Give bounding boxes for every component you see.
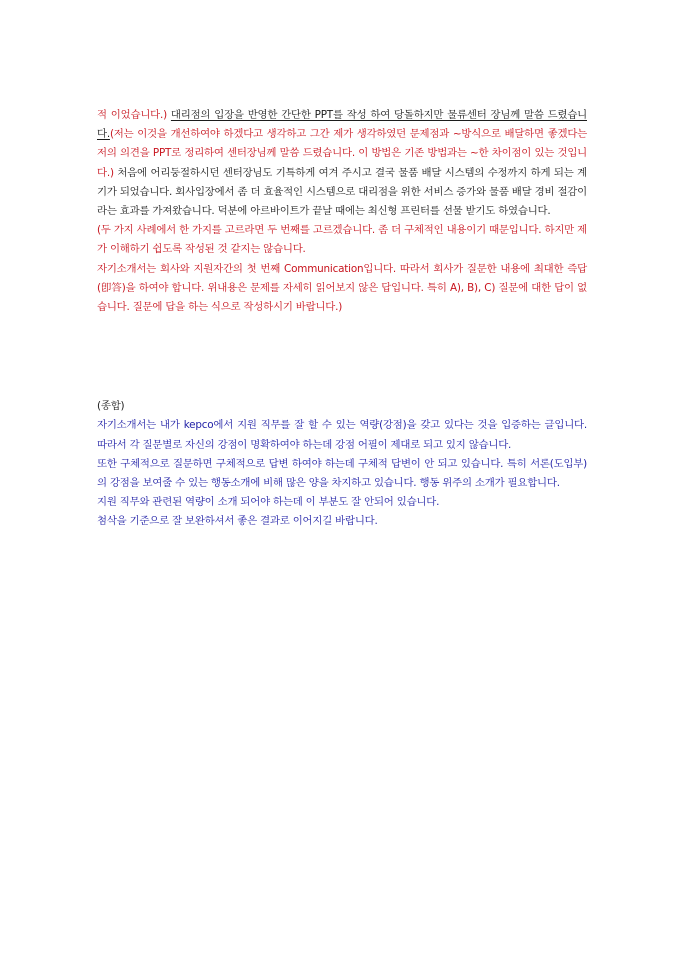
feedback-paragraph-1: [97, 106, 587, 221]
document-page: [97, 106, 587, 532]
inline-comment-intro: 적 이었습니다.): [97, 109, 171, 121]
feedback-comment-choice: (두 가지 사례에서 한 가지를 고르라면 두 번째를 고르겠습니다. 좀 더 구체적인 내용이기 때문입니다. 하지만 제가 이해하기 쉽도록 작성된 것 같지는 않습니다.: [97, 224, 587, 256]
summary-paragraph: 자기소개서는 내가 kepco에서 지원 직무를 잘 할 수 있는 역량(강점)을 갖고 있다는 것을 입증하는 글입니다. 따라서 각 질문별로 자신의 강점이 명확하여야 하는데 강점 어필이 제대로 되고 있지 않습니다.: [97, 419, 587, 451]
original-text: 처음에 어리둥절하시던 센터장님도 기특하게 여겨 주시고 결국 물품 배달 시스템의 수정까지 하게 되는 계기가 되었습니다. 회사입장에서 좀 더 효율적인 시스템으로 대리점을 위한 서비스 증가와 물품 배달 경비 절감이라는 효과를 가져왔습니다. 덕분에 아르바이트가 끝날 때에는 최신형 프린터를 선물 받기도 하였습니다.: [97, 166, 587, 218]
summary-paragraph: 또한 구체적으로 질문하면 구체적으로 답변 하여야 하는데 구체적 답변이 안 되고 있습니다. 특히 서론(도입부)의 강점을 보여줄 수 있는 행동소개에 비해 많은 양을 차지하고 있습니다. 행동 위주의 소개가 필요합니다.: [97, 457, 587, 490]
summary-paragraph: 지원 직무와 관련된 역량이 소개 되어야 하는데 이 부분도 잘 안되어 있습니다.: [97, 496, 440, 509]
underlined-original-text: 대리점의 입장을 반영한 간단한 PPT를 작성 하여 당돌하지만 물류센터 장님께 말씀 드렸습니다.: [97, 109, 587, 141]
section-spacer: [97, 317, 587, 397]
inline-comment-revision: (저는 이것을 개선하여야 하겠다고 생각하고 그간 제가 생각하였던 문제점과 ~방식으로 배달하면 좋겠다는 저의 의견을 PPT로 정리하여 센터장님께 말씀 드렸습니다. 이 방법은 기존 방법과는 ~한 차이점이 있는 것입니다.): [97, 128, 587, 179]
summary-paragraph: 첨삭을 기준으로 잘 보완하셔서 좋은 결과로 이어지길 바랍니다.: [97, 515, 378, 528]
summary-title: (종합): [97, 400, 125, 413]
feedback-comment-communication: 자기소개서는 회사와 지원자간의 첫 번째 Communication입니다. 따라서 회사가 질문한 내용에 최대한 즉답(卽答)을 하여야 합니다. 위내용은 문제를 자세히 읽어보지 않은 답입니다. 특히 A), B), C) 질문에 대한 답이 없습니다. 질문에 답을 하는 식으로 작성하시기 바랍니다.): [97, 262, 587, 314]
